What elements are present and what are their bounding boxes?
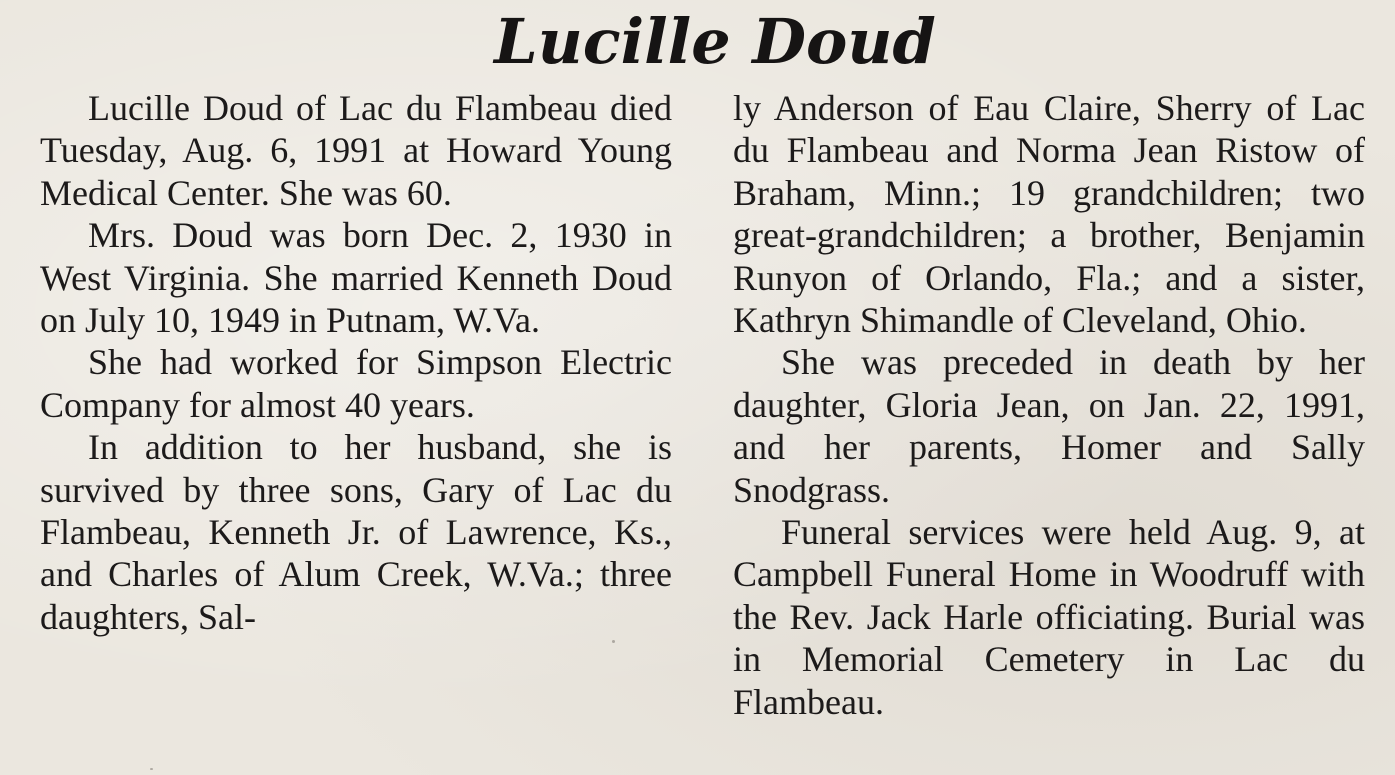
paragraph-survivors-continued: ly Anderson of Eau Claire, Sherry of Lac du Flambeau and Norma Jean Ristow of Braham, Minn.; 19 grandchildren; two great-grandchildren; a brother, Benjamin Runyon of Orlando, Fla.; and a sister, Kathryn Shimandle of Cleveland, Ohio. bbox=[733, 88, 1365, 341]
paragraph-birth-marriage: Mrs. Doud was born Dec. 2, 1930 in West Virginia. She married Kenneth Doud on July 10, 1949 in Putnam, W.Va. bbox=[40, 215, 672, 341]
paragraph-employment: She had worked for Simpson Electric Company for almost 40 years. bbox=[40, 342, 672, 425]
print-speck bbox=[1250, 240, 1252, 242]
print-speck bbox=[612, 640, 615, 643]
left-column bbox=[40, 87, 672, 638]
print-speck bbox=[150, 768, 153, 770]
obituary-headline: Lucille Doud bbox=[494, 5, 936, 78]
right-column bbox=[733, 87, 1365, 723]
paragraph-survivors-start: In addition to her husband, she is survived by three sons, Gary of Lac du Flambeau, Kenneth Jr. of Lawrence, Ks., and Charles of Alum Creek, W.Va.; three daughters, Sal- bbox=[40, 427, 672, 637]
paragraph-preceded-in-death: She was preceded in death by her daughter, Gloria Jean, on Jan. 22, 1991, and her parents, Homer and Sally Snodgrass. bbox=[733, 342, 1365, 510]
paragraph-death-notice: Lucille Doud of Lac du Flambeau died Tuesday, Aug. 6, 1991 at Howard Young Medical Center. She was 60. bbox=[40, 88, 672, 213]
paragraph-funeral-services: Funeral services were held Aug. 9, at Campbell Funeral Home in Woodruff with the Rev. Jack Harle officiating. Burial was in Memorial Cemetery in Lac du Flambeau. bbox=[733, 512, 1365, 722]
